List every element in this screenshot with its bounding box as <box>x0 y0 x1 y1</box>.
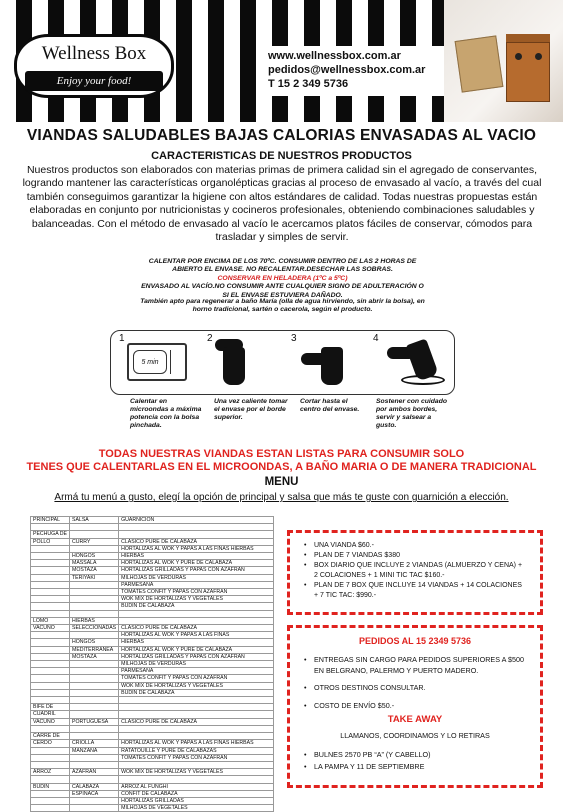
step-caption: Calentar en microondas a máxima potencia con la bolsa pinchada. <box>130 398 202 429</box>
take-away-subtitle: LLAMANOS, COORDINAMOS Y LO RETIRAS <box>340 731 490 740</box>
table-cell <box>70 675 119 682</box>
table-cell: CONFIT DE CALABAZA <box>119 790 274 797</box>
table-cell: BIFE DE <box>31 704 70 711</box>
table-row <box>31 697 274 704</box>
table-cell <box>70 596 119 603</box>
table-cell <box>31 790 70 797</box>
step-caption: Sostener con cuidado por ambos bordes, servir y salsear a gusto. <box>376 398 448 429</box>
table-header-cell: GUARNICION <box>119 517 274 524</box>
orders-list <box>304 655 526 711</box>
table-cell <box>70 603 119 610</box>
microwave-icon <box>127 343 187 381</box>
table-cell <box>31 646 70 653</box>
table-cell: CLASICO PURE DE CALABAZA <box>119 538 274 545</box>
table-cell <box>31 581 70 588</box>
table-cell: VACUNO <box>31 718 70 725</box>
table-cell <box>31 632 70 639</box>
table-cell: MILHOJAS DE VERDURAS <box>119 574 274 581</box>
address-item: • BULNES 2570 PB “A” (Y CABELLO) <box>304 750 526 761</box>
menu-subtitle: Armá tu menú a gusto, elegí la opción de principal y salsa que más te guste con guarnición a elección. <box>54 492 509 503</box>
table-cell <box>70 711 119 718</box>
table-row <box>31 581 274 588</box>
table-cell <box>70 697 119 704</box>
instruction-line: ENVASADO AL VACÍO.NO CONSUMIR ANTE CUALQUIER SIGNO DE ADULTERACIÓN O SI EL ENVASE ESTUVIERA DAÑADO. <box>141 283 424 299</box>
order-item: • OTROS DESTINOS CONSULTAR. <box>304 683 526 694</box>
table-cell <box>70 761 119 768</box>
table-row <box>31 560 274 567</box>
table-cell: WOK MIX DE HORTALIZAS Y VEGETALES <box>119 596 274 603</box>
intro-paragraph: Nuestros productos son elaborados con materias primas de primera calidad sin el agregado de conservantes, logrando mantener las características organolépticas gracias al proceso de envasado al vacío, a través del cual también conseguimos garantizar la higiene con altos estándares de calidad. Todas nuestras propuestas están elaboradas en conjunto por nutricionistas y cocineros profesionales, obteniendo combinaciones saludables y balanceadas. Con el método de envasado al vacío le acercamos platos fáciles de conservar, cómodos para trasladar y simples de servir. <box>22 164 542 244</box>
table-cell: MEDITERRANEA <box>70 646 119 653</box>
table-cell: ARROZ <box>31 769 70 776</box>
table-cell <box>31 682 70 689</box>
table-row <box>31 596 274 603</box>
table-row <box>31 668 274 675</box>
table-cell <box>119 617 274 624</box>
table-cell: ARROZ AL FUNGHI <box>119 783 274 790</box>
table-row <box>31 610 274 617</box>
table-cell: CARRE DE <box>31 733 70 740</box>
table-header-row <box>31 517 274 524</box>
table-cell: CURRY <box>70 538 119 545</box>
table-row <box>31 531 274 538</box>
table-cell <box>31 747 70 754</box>
address-list <box>304 750 526 772</box>
table-cell <box>31 797 70 804</box>
table-cell <box>119 610 274 617</box>
table-row <box>31 769 274 776</box>
table-cell: LOMO <box>31 617 70 624</box>
table-cell <box>31 524 70 531</box>
heating-instructions <box>140 258 425 300</box>
table-cell <box>70 805 119 812</box>
table-row <box>31 661 274 668</box>
table-cell <box>70 581 119 588</box>
table-cell: VACUNO <box>31 625 70 632</box>
table-row <box>31 754 274 761</box>
table-row <box>31 538 274 545</box>
table-cell <box>119 761 274 768</box>
table-cell <box>31 574 70 581</box>
table-cell: CUADRIL <box>31 711 70 718</box>
order-item: • ENTREGAS SIN CARGO PARA PEDIDOS SUPERIORES A $500 EN BELGRANO, PALERMO Y PUERTO MADERO. <box>304 655 526 676</box>
table-cell: MOSTAZA <box>70 653 119 660</box>
table-cell: CRIOLLA <box>70 740 119 747</box>
microwave-controls <box>170 350 182 374</box>
heating-notice: TENES QUE CALENTARLAS EN EL MICROONDAS, A BAÑO MARIA O DE MANERA TRADICIONAL <box>26 461 537 473</box>
table-cell <box>70 531 119 538</box>
table-cell: HORTALIZAS AL WOK Y PURE DE CALABAZA <box>119 560 274 567</box>
table-cell <box>119 725 274 732</box>
menu-title: MENU <box>264 476 299 488</box>
table-row <box>31 682 274 689</box>
table-cell <box>70 632 119 639</box>
price-item: • PLAN DE 7 VIANDAS $380 <box>304 551 526 561</box>
table-cell <box>31 567 70 574</box>
table-row <box>31 797 274 804</box>
table-row <box>31 776 274 783</box>
table-cell: PARMESANA <box>119 668 274 675</box>
section-subtitle: CARACTERISTICAS DE NUESTROS PRODUCTOS <box>151 150 412 162</box>
table-cell: HORTALIZAS GRILLADAS <box>119 797 274 804</box>
table-cell <box>70 725 119 732</box>
table-row <box>31 689 274 696</box>
email-link[interactable]: pedidos@wellnessbox.com.ar <box>268 64 426 76</box>
steps-diagram <box>110 330 455 395</box>
table-cell: WOK MIX DE HORTALIZAS Y VEGETALES <box>119 769 274 776</box>
table-cell <box>119 531 274 538</box>
table-cell <box>31 610 70 617</box>
table-row <box>31 711 274 718</box>
table-cell: HONGOS <box>70 553 119 560</box>
table-cell <box>31 545 70 552</box>
table-cell <box>31 639 70 646</box>
table-cell <box>119 704 274 711</box>
table-cell <box>31 776 70 783</box>
product-photo <box>444 0 563 122</box>
table-cell: BUDIN DE CALABAZA <box>119 689 274 696</box>
table-cell <box>31 668 70 675</box>
table-cell: MOSTAZA <box>70 567 119 574</box>
table-cell <box>70 545 119 552</box>
table-cell: MILHOJAS DE VEGETALES <box>119 805 274 812</box>
table-row <box>31 805 274 812</box>
table-header-cell: SALSA <box>70 517 119 524</box>
table-cell: POLLO <box>31 538 70 545</box>
price-item: • UNA VIANDA $60.- <box>304 541 526 551</box>
table-cell: CERDO <box>31 740 70 747</box>
table-cell <box>70 776 119 783</box>
logo <box>14 34 174 98</box>
brand-tagline: Enjoy your food! <box>25 71 163 91</box>
table-cell: HIERBAS <box>70 617 119 624</box>
table-cell <box>70 589 119 596</box>
table-cell: RATATOUILLE Y PURE DE CALABAZAS <box>119 747 274 754</box>
address-item: • LA PAMPA Y 11 DE SEPTIEMBRE <box>304 762 526 773</box>
table-cell: CLASICO PURE DE CALABAZA <box>119 625 274 632</box>
table-row <box>31 603 274 610</box>
table-cell <box>119 733 274 740</box>
table-header-cell: PRINCIPAL <box>31 517 70 524</box>
table-cell: HORTALIZAS GRILLADAS Y PAPAS CON AZAFRAN <box>119 567 274 574</box>
table-row <box>31 733 274 740</box>
instruction-line: CALENTAR POR ENCIMA DE LOS 70ºC. CONSUMIR DENTRO DE LAS 2 HORAS DE ABIERTO EL ENVASE. NO RECALENTAR.DESECHAR LAS SOBRAS. <box>148 258 417 274</box>
plate-icon <box>401 375 445 385</box>
table-row <box>31 545 274 552</box>
step-number: 1 <box>119 333 125 344</box>
box-button-icon <box>535 53 542 60</box>
table-cell: BUDIN <box>31 783 70 790</box>
table-row <box>31 639 274 646</box>
table-row <box>31 625 274 632</box>
table-row <box>31 632 274 639</box>
menu-table <box>30 516 274 812</box>
table-cell <box>31 661 70 668</box>
table-cell <box>70 689 119 696</box>
table-cell <box>119 697 274 704</box>
table-cell: HORTALIZAS GRILLADAS Y PAPAS CON AZAFRAN <box>119 653 274 660</box>
step-caption: Una vez caliente tomar el envase por el borde superior. <box>214 398 288 421</box>
table-cell: TOMATES CONFIT Y PAPAS CON AZAFRAN <box>119 675 274 682</box>
table-row <box>31 553 274 560</box>
table-cell: PARMESANA <box>119 581 274 588</box>
table-cell <box>31 697 70 704</box>
table-cell: MANZANA <box>70 747 119 754</box>
table-cell <box>119 524 274 531</box>
table-row <box>31 718 274 725</box>
take-away-title: TAKE AWAY <box>387 714 443 725</box>
page-title: VIANDAS SALUDABLES BAJAS CALORIAS ENVASADAS AL VACIO <box>26 127 537 144</box>
box-button-icon <box>515 53 522 60</box>
table-cell: BUDIN DE CALABAZA <box>119 603 274 610</box>
table-cell: WOK MIX DE HORTALIZAS Y VEGETALES <box>119 682 274 689</box>
step-number: 2 <box>207 333 213 344</box>
brand-name: Wellness Box <box>41 43 147 64</box>
table-cell <box>70 661 119 668</box>
table-cell: HORTALIZAS AL WOK Y PAPAS A LAS FINAS HIERBAS <box>119 545 274 552</box>
table-row <box>31 783 274 790</box>
table-cell <box>31 653 70 660</box>
table-cell <box>31 553 70 560</box>
table-cell <box>31 560 70 567</box>
table-cell <box>31 596 70 603</box>
table-row <box>31 646 274 653</box>
table-cell: SELECCIONADAS <box>70 625 119 632</box>
table-row <box>31 653 274 660</box>
contact-block <box>262 46 444 96</box>
table-cell: HORTALIZAS AL WOK Y PAPAS A LAS FINAS HIERBAS <box>119 740 274 747</box>
table-row <box>31 617 274 624</box>
table-cell <box>70 668 119 675</box>
table-row <box>31 675 274 682</box>
table-cell <box>31 675 70 682</box>
table-row <box>31 567 274 574</box>
table-cell: HIERBAS <box>119 553 274 560</box>
table-cell <box>70 754 119 761</box>
table-cell <box>31 754 70 761</box>
table-row <box>31 574 274 581</box>
table-cell: HORTALIZAS AL WOK Y PURE DE CALABAZA <box>119 646 274 653</box>
orders-box <box>287 625 543 788</box>
kraft-box-image <box>455 35 504 92</box>
table-cell: HIERBAS <box>119 639 274 646</box>
table-row <box>31 790 274 797</box>
orange-box-image <box>506 42 550 102</box>
table-row <box>31 761 274 768</box>
order-item: • COSTO DE ENVÍO $50.- <box>304 701 526 712</box>
price-list <box>304 541 526 601</box>
orders-title: PEDIDOS AL 15 2349 5736 <box>358 636 472 646</box>
table-cell: PECHUGA DE <box>31 531 70 538</box>
table-cell <box>70 610 119 617</box>
table-row <box>31 704 274 711</box>
bag-icon <box>223 347 245 385</box>
table-cell <box>70 733 119 740</box>
website-link[interactable]: www.wellnessbox.com.ar <box>268 50 401 62</box>
table-cell <box>70 524 119 531</box>
table-cell <box>31 689 70 696</box>
table-cell <box>31 805 70 812</box>
prices-box <box>287 530 543 615</box>
table-cell <box>70 682 119 689</box>
phone-number: T 15 2 349 5736 <box>268 78 349 90</box>
table-cell: TOMATES CONFIT Y PAPAS CON AZAFRAN <box>119 589 274 596</box>
table-cell <box>31 589 70 596</box>
price-item: • PLAN DE 7 BOX QUE INCLUYE 14 VIANDAS + 14 COLACIONES + 7 TIC TAC: $990.- <box>304 581 526 601</box>
table-cell: CLASICO PURE DE CALABAZA <box>119 718 274 725</box>
table-row <box>31 747 274 754</box>
table-cell <box>31 725 70 732</box>
header-banner <box>0 0 563 122</box>
step-number: 4 <box>373 333 379 344</box>
bag-icon <box>321 347 343 385</box>
alternative-instructions: También apto para regenerar a baño María (olla de agua hirviendo, sin abrir la bolsa), en horno tradicional, sartén o cacerola, según el producto. <box>140 298 425 314</box>
table-row <box>31 725 274 732</box>
microwave-window: 5 min <box>133 350 167 374</box>
table-row <box>31 589 274 596</box>
table-cell: ESPINACA <box>70 790 119 797</box>
table-cell <box>119 711 274 718</box>
step-number: 3 <box>291 333 297 344</box>
table-cell: PORTUGUESA <box>70 718 119 725</box>
table-cell: TOMATES CONFIT Y PAPAS CON AZAFRAN <box>119 754 274 761</box>
table-cell: MASSALA <box>70 560 119 567</box>
table-cell <box>70 797 119 804</box>
price-item: • BOX DIARIO QUE INCLUYE 2 VIANDAS (ALMUERZO Y CENA) + 2 COLACIONES + 1 MINI TIC TAC $160.- <box>304 561 526 581</box>
table-row <box>31 740 274 747</box>
table-cell <box>31 761 70 768</box>
table-cell: AZAFRAN <box>70 769 119 776</box>
storage-warning: CONSERVAR EN HELADERA (1ºC a 5ºC) <box>217 274 348 282</box>
table-cell: TERIYAKI <box>70 574 119 581</box>
table-row <box>31 524 274 531</box>
table-cell <box>119 776 274 783</box>
table-cell <box>31 603 70 610</box>
ready-notice: TODAS NUESTRAS VIANDAS ESTAN LISTAS PARA CONSUMIR SOLO <box>98 448 465 460</box>
table-cell <box>70 704 119 711</box>
step-caption: Cortar hasta el centro del envase. <box>300 398 360 413</box>
table-cell: HORTALIZAS AL WOK Y PAPAS A LAS FINAS <box>119 632 274 639</box>
table-cell: CALABAZA <box>70 783 119 790</box>
table-cell: MILHOJAS DE VERDURAS <box>119 661 274 668</box>
table-cell: HONGOS <box>70 639 119 646</box>
